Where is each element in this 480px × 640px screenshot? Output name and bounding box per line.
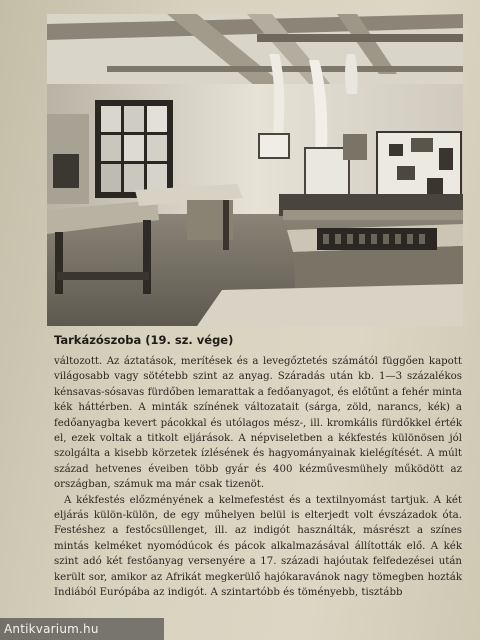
watermark-label: Antikvarium.hu (0, 618, 164, 640)
body-text (54, 354, 462, 601)
paragraph-2: A kékfestés előzményének a kelmefestést és a textilnyomást tartjuk. A két eljárás külön-külön, de egy műhelyen belül is elterjedt volt évszázadok óta. Festéshez a festőcsüllenget, ill. az indigót használták, másrészt a színes mintás kelméket nyomódúcok és pácok alkalmazásával állították elő. A kék szint adó két festőanyag versenyére a 17. századi hajóutak felfedezései után került sor, amikor az Afrikát megkerülő hajókaravánok nagy tömegben hozták Indiából Európába az indigót. A szintartóbb és töményebb, tisztább (54, 494, 462, 599)
photo-caption: Tarkázószoba (19. sz. vége) (54, 333, 234, 347)
paragraph-1: változott. Az áztatások, merítések és a levegőztetés számától függően kapott világosabb vagy sötétebb szint az anyag. Száradás után kb. 1—3 százalékos kénsavas-sósavas fürdőben lemarattak a fedőanyagot, és előtűnt a fehér minta kék háttérben. A minták színének változatait (sárga, zöld, narancs, kék) a fedőanyagba kevert pácokkal és utólagos mész-, ill. kromkális fürdőkkel érték el, ezek voltak a titkolt eljárások. A népviseletben a kékfestés különösen jól szolgálta a kisebb körzetek ízlésének és hagyományainak kielégítését. A múlt század hetvenes éveiben több gyár és 400 kézművesmühely működött az országban, számuk ma már csak tizenöt. (54, 356, 462, 491)
workshop-photo (47, 14, 463, 326)
